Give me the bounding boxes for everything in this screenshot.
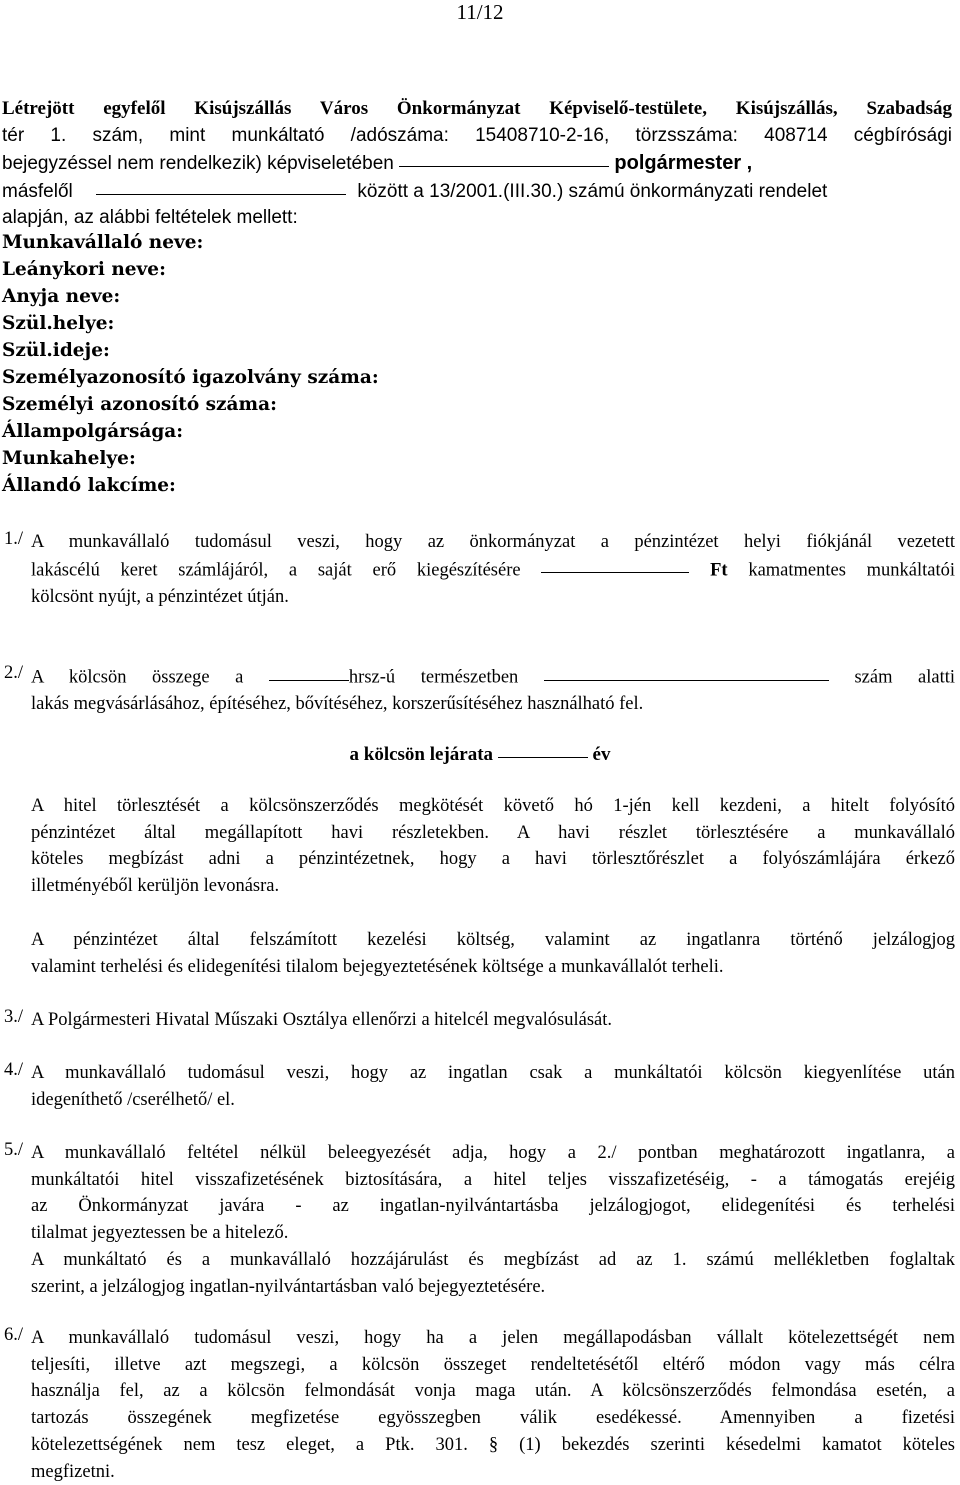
section-5-line-6: szerint, a jelzálogjog ingatlan-nyilvántartásban való bejegyeztetésére. bbox=[31, 1276, 546, 1297]
section-3-number: 3./ bbox=[4, 1007, 24, 1027]
field-label-workplace: Munkahelye: bbox=[2, 448, 136, 469]
field-label-employee-name: Munkavállaló neve: bbox=[2, 232, 204, 253]
field-label-personal-id-number: Személyi azonosító száma: bbox=[2, 394, 277, 415]
section-1-line-1: A munkavállaló tudomásul veszi, hogy az önkormányzat a pénzintézet helyi fiókjánál vezetett bbox=[31, 532, 955, 552]
intro-line-4-text: másfelől bbox=[2, 181, 73, 202]
intro-line-3-text: bejegyzéssel nem rendelkezik) képviseletében bbox=[2, 153, 394, 174]
section-5-line-1: A munkavállaló feltétel nélkül beleegyezését adja, hogy a 2./ pontban meghatározott ingatlanra, a bbox=[31, 1143, 955, 1163]
section-1-number: 1./ bbox=[4, 529, 24, 549]
repayment-line-3: köteles megbízást adni a pénzintézetnek, hogy a havi törlesztőrészlet a folyószámlájára érkező bbox=[31, 849, 955, 870]
section-2-number: 2./ bbox=[4, 663, 24, 683]
field-label-citizenship: Állampolgársága: bbox=[2, 421, 184, 442]
fees-line-1: A pénzintézet által felszámított kezelési költség, valamint az ingatlanra történő jelzálogjog bbox=[31, 930, 955, 950]
loan-due-unit: év bbox=[592, 744, 611, 765]
page-number: 11/12 bbox=[456, 0, 504, 24]
section-1-line-2-rest: kamatmentes munkáltatói bbox=[748, 560, 956, 581]
representative-name-blank[interactable] bbox=[399, 147, 609, 167]
section-5-line-3: az Önkormányzat javára - az ingatlan-nyilvántartásba jelzálogjogot, elidegenítési és terhelési bbox=[31, 1196, 955, 1217]
section-1-line-3: kölcsönt nyújt, a pénzintézet útján. bbox=[31, 586, 289, 607]
section-3-text bbox=[31, 1007, 955, 1034]
repayment-paragraph bbox=[31, 793, 955, 900]
section-6-line-4: tartozás összegének megfizetése egyösszegben válik esedékessé. Amennyiben a fizetési bbox=[31, 1408, 955, 1429]
section-2-text bbox=[31, 663, 955, 718]
intro-line-2-text: tér 1. szám, mint munkáltató /adószáma: 15408710-2-16, törzsszáma: 408714 cégbírósági bbox=[2, 125, 952, 146]
section-4-text bbox=[31, 1060, 955, 1113]
field-label-birthdate: Szül.ideje: bbox=[2, 340, 110, 361]
section-1-line-2-text: lakáscélú keret számlájáról, a saját erő kiegészítésére bbox=[31, 560, 521, 581]
intro-line-3 bbox=[2, 149, 952, 178]
section-1-text bbox=[31, 529, 955, 611]
fees-line-2: valamint terhelési és elidegenítési tilalom bejegyeztetésének költsége a munkavállalót terheli. bbox=[31, 956, 724, 977]
section-2-line-2: lakás megvásárlásához, építéséhez, bővítéséhez, korszerűsítéséhez használható fel. bbox=[31, 694, 644, 715]
loan-due-line bbox=[0, 740, 960, 766]
section-1-line-2 bbox=[31, 556, 955, 584]
repayment-line-4: illetményéből kerüljön levonásra. bbox=[31, 876, 280, 897]
section-6-line-5: kötelezettségének nem tesz eleget, a Ptk. 301. § (1) bekezdés szerinti késedelmi kamatot köteles bbox=[31, 1434, 955, 1455]
loan-amount-blank[interactable] bbox=[269, 661, 349, 681]
section-6-line-1: A munkavállaló tudomásul veszi, hogy ha a jelen megállapodásban vállalt kötelezettségét nem bbox=[31, 1328, 955, 1348]
section-2-line-1-rest: szám alatti bbox=[854, 667, 956, 688]
section-6-line-6: megfizetni. bbox=[31, 1461, 115, 1482]
mayor-label: polgármester , bbox=[614, 152, 753, 174]
section-5-number: 5./ bbox=[4, 1140, 24, 1160]
intro-line-4-rest: között a 13/2001.(III.30.) számú önkormányzati rendelet bbox=[357, 181, 828, 202]
intro-line-4 bbox=[2, 177, 952, 206]
currency-label: Ft bbox=[710, 560, 728, 581]
section-2-line-1-text: A kölcsön összege a bbox=[31, 667, 244, 688]
fees-paragraph bbox=[31, 927, 955, 980]
loan-due-years-blank[interactable] bbox=[498, 738, 588, 758]
section-3-line-1: A Polgármesteri Hivatal Műszaki Osztálya ellenőrzi a hitelcél megvalósulását. bbox=[31, 1010, 613, 1030]
property-address-blank[interactable] bbox=[544, 661, 829, 681]
own-funds-amount-blank[interactable] bbox=[541, 554, 689, 574]
section-6-line-2: teljesíti, illetve azt megszegi, a kölcsön összeget rendeltetésétől eltérő módon vagy más célra bbox=[31, 1354, 955, 1375]
intro-line-5: alapján, az alábbi feltételek mellett: bbox=[2, 207, 298, 228]
field-label-permanent-address: Állandó lakcíme: bbox=[2, 475, 176, 496]
intro-line-2 bbox=[2, 122, 952, 150]
section-5-text bbox=[31, 1140, 955, 1300]
field-label-maiden-name: Leánykori neve: bbox=[2, 259, 166, 280]
section-4-number: 4./ bbox=[4, 1060, 24, 1080]
section-4-line-2: idegeníthető /cserélhető/ el. bbox=[31, 1089, 235, 1110]
section-5-line-2: munkáltatói hitel visszafizetésének biztosítására, a hitel teljes visszafizetéséig, - a támogatás erejéig bbox=[31, 1169, 955, 1190]
repayment-line-1: A hitel törlesztését a kölcsönszerződés megkötését követő hó 1-jén kell kezdeni, a hitelt folyósító bbox=[31, 796, 955, 816]
loan-due-label: a kölcsön lejárata bbox=[349, 744, 494, 765]
section-6-line-3: használja fel, az a kölcsön felmondását vonja maga után. A kölcsönszerződés felmondása esetén, a bbox=[31, 1381, 955, 1402]
other-party-blank[interactable] bbox=[96, 175, 346, 195]
field-label-birthplace: Szül.helye: bbox=[2, 313, 115, 334]
field-label-mother-name: Anyja neve: bbox=[2, 286, 121, 307]
section-2-line-1-mid: hrsz-ú természetben bbox=[348, 667, 519, 688]
section-6-text bbox=[31, 1325, 955, 1485]
section-4-line-1: A munkavállaló tudomásul veszi, hogy az ingatlan csak a munkáltatói kölcsön kiegyenlítése után bbox=[31, 1063, 955, 1083]
section-6-number: 6./ bbox=[4, 1325, 24, 1345]
field-label-id-card-number: Személyazonosító igazolvány száma: bbox=[2, 367, 379, 388]
section-5-line-5: A munkáltató és a munkavállaló hozzájárulást és megbízást ad az 1. számú mellékletben foglaltak bbox=[31, 1249, 955, 1270]
repayment-line-2: pénzintézet által megállapított havi részletekben. A havi részlet törlesztésére a munkavállaló bbox=[31, 822, 955, 843]
section-5-line-4: tilalmat jegyeztessen be a hitelező. bbox=[31, 1223, 289, 1244]
intro-line-1: Létrejött egyfelől Kisújszállás Város Önkormányzat Képviselő-testülete, Kisújszállás, Szabadság bbox=[2, 98, 952, 119]
section-2-line-1 bbox=[31, 663, 955, 691]
